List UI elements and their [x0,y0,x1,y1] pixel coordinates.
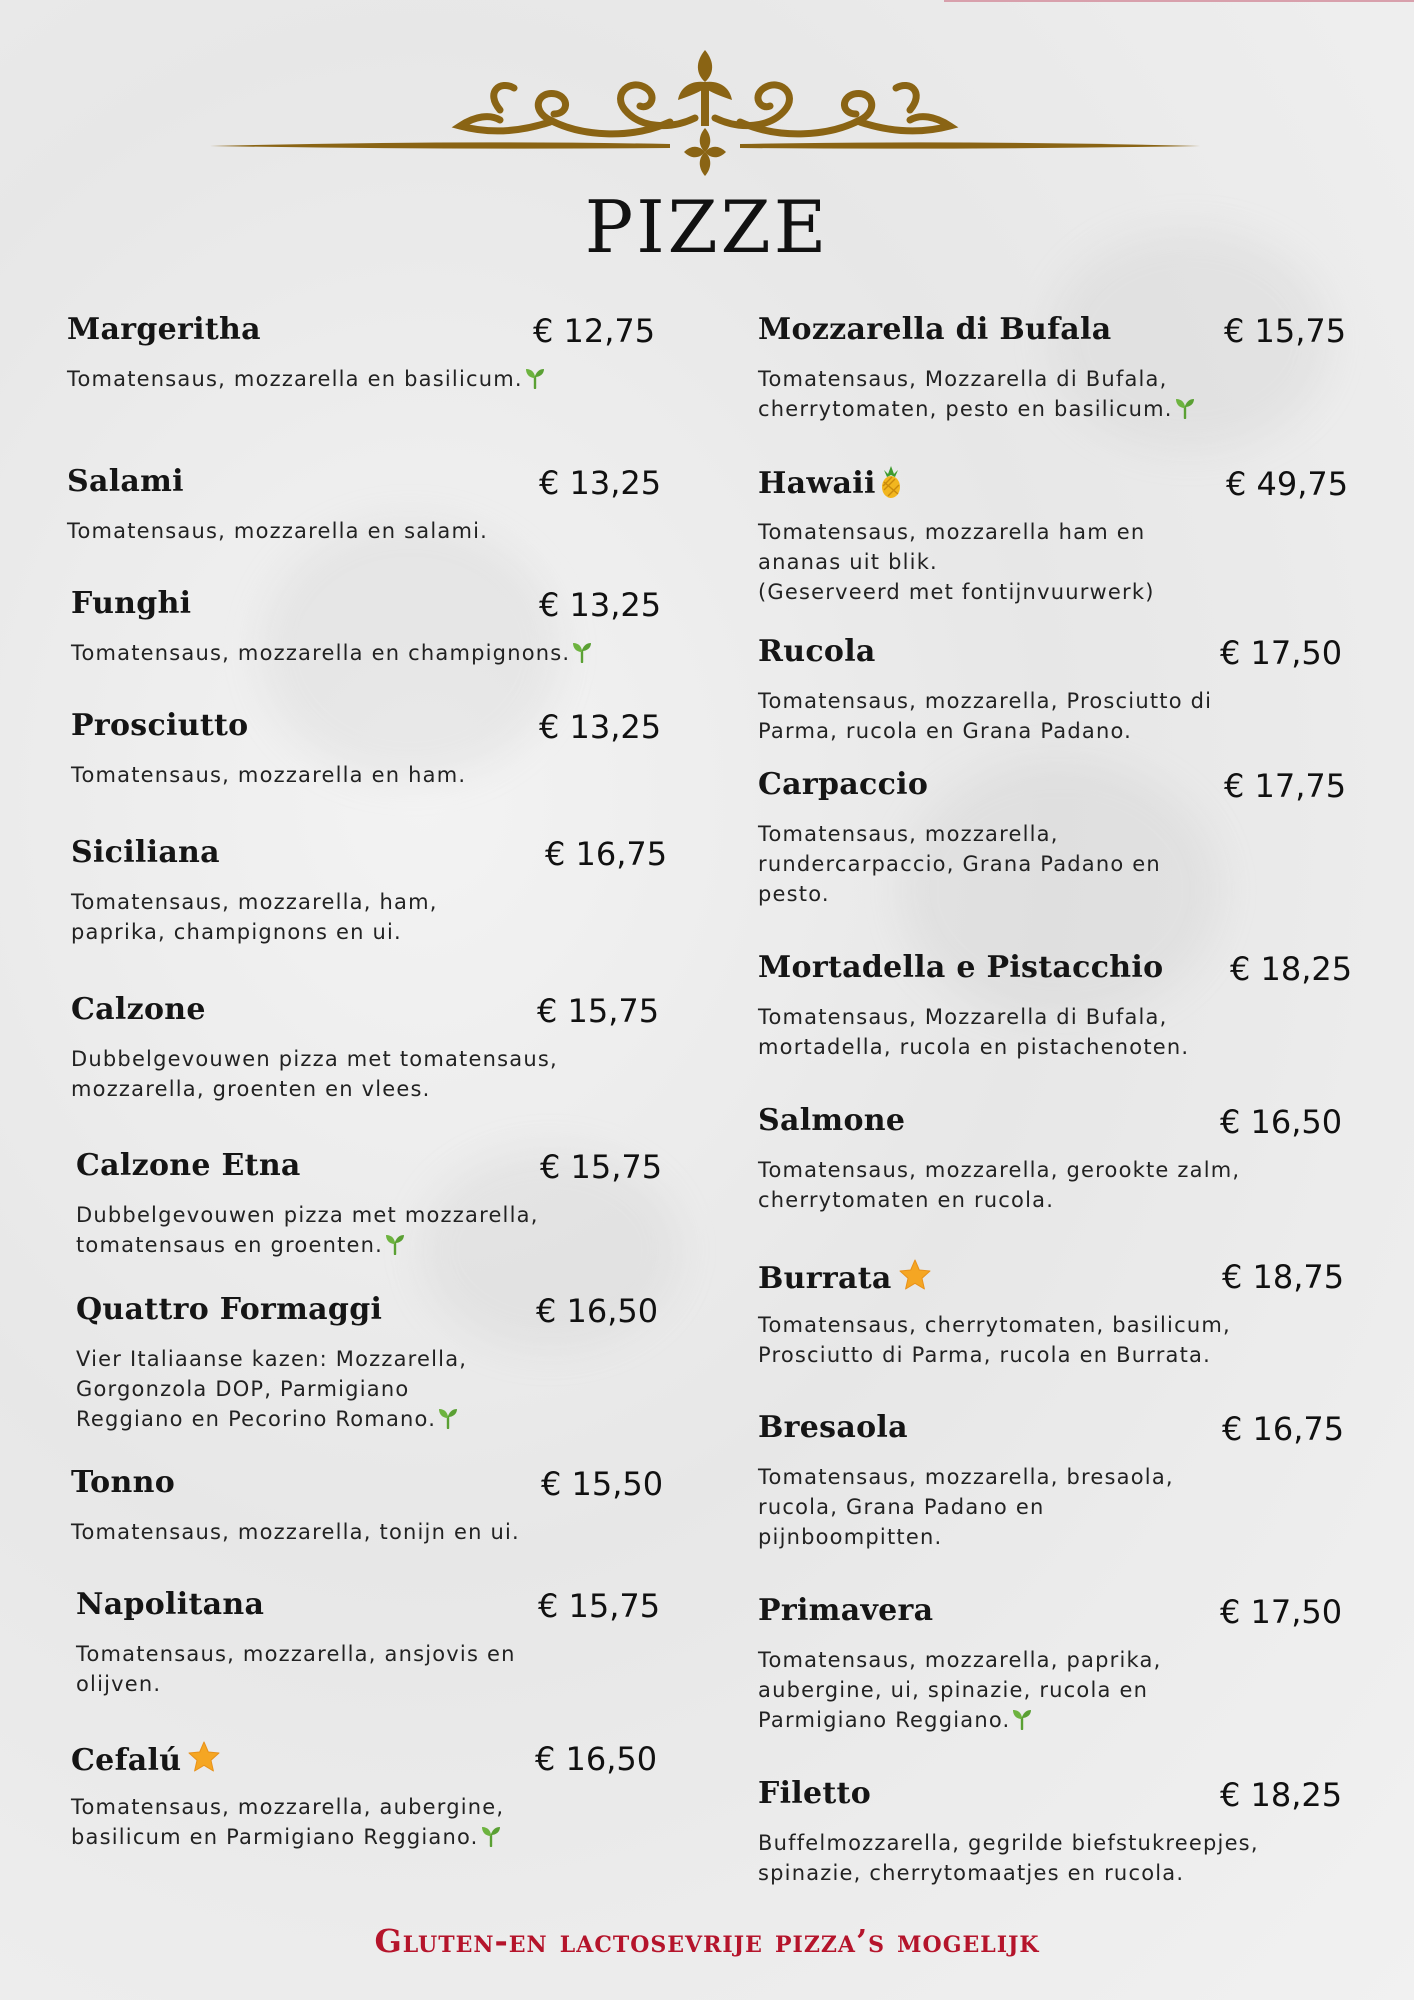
description-line [67,364,545,394]
description-text: pijnboompitten. [758,1525,943,1549]
description-line [71,1074,558,1104]
item-name-text: Salmone [758,1103,906,1138]
item-name [71,586,191,621]
description-text: rundercarpaccio, Grana Padano en [758,852,1161,876]
description-line [758,716,1212,746]
item-price: € 12,75 [533,312,656,350]
description-line [758,849,1161,879]
description-text: Tomatensaus, mozzarella, paprika, [758,1648,1162,1672]
description-text: rucola, Grana Padano en [758,1495,1045,1519]
item-price: € 18,25 [1230,950,1353,988]
item-name-text: Rucola [758,634,876,669]
item-name-text: Primavera [758,1593,934,1628]
description-line [76,1404,467,1434]
item-price: € 17,75 [1224,767,1347,805]
item-name-text: Siciliana [71,835,220,870]
item-name [758,634,876,669]
item-name-text: Mortadella e Pistacchio [758,950,1164,985]
item-name [67,464,184,499]
item-name [758,950,1163,985]
description-text: Vier Italiaanse kazen: Mozzarella, [76,1347,468,1371]
item-name [71,708,248,743]
item-name [758,312,1111,347]
item-price: € 16,50 [536,1292,659,1330]
item-name-text: Cefalú [71,1743,182,1778]
item-name-text: Funghi [71,586,192,621]
item-name [758,767,928,802]
description-line [76,1344,467,1374]
description-line [758,577,1155,607]
item-description [76,1200,539,1260]
description-line [71,1044,558,1074]
description-text: basilicum en Parmigiano Reggiano. [71,1825,479,1849]
description-line [758,819,1161,849]
sprout-icon [1175,397,1195,419]
description-line [71,760,466,790]
item-price: € 16,50 [535,1740,658,1778]
description-text: paprika, champignons en ui. [71,920,402,944]
description-line [758,364,1195,394]
item-name [758,1410,908,1445]
description-text: Tomatensaus, mozzarella, aubergine, [71,1795,505,1819]
item-price: € 16,50 [1220,1103,1343,1141]
item-description [71,1044,558,1104]
description-text: Tomatensaus, mozzarella, gerookte zalm, [758,1158,1241,1182]
description-line [67,516,488,546]
description-line [758,1310,1231,1340]
description-text: mozzarella, groenten en vlees. [71,1077,431,1101]
sprout-icon [525,367,545,389]
sprout-icon [1012,1708,1032,1730]
description-line [758,394,1195,424]
item-name [758,1593,933,1628]
description-line [71,1792,504,1822]
description-text: Parmigiano Reggiano. [758,1708,1011,1732]
item-description [71,887,438,947]
description-text: Tomatensaus, mozzarella, ham, [71,890,438,914]
item-price: € 15,75 [538,1587,661,1625]
item-price: € 18,75 [1222,1258,1345,1296]
item-name [71,1740,221,1778]
description-text: (Geserveerd met fontijnvuurwerk) [758,580,1155,604]
description-line [71,1517,520,1547]
item-name-text: Margeritha [67,312,261,347]
item-name-text: Filetto [758,1776,872,1811]
description-line [758,1002,1189,1032]
item-price: € 17,50 [1220,634,1343,672]
description-text: ananas uit blik. [758,550,938,574]
item-name [71,835,220,870]
description-text: Parma, rucola en Grana Padano. [758,719,1133,743]
item-name-text: Burrata [758,1261,892,1296]
sprout-icon [438,1407,458,1429]
description-line [758,1155,1240,1185]
item-name [76,1148,301,1183]
item-name [758,1258,932,1296]
item-price: € 15,75 [540,1148,663,1186]
item-name-text: Salami [67,464,184,499]
item-name [758,465,904,501]
description-text: spinazie, cherrytomaatjes en rucola. [758,1861,1185,1885]
item-description [758,517,1155,607]
description-text: Reggiano en Pecorino Romano. [76,1407,437,1431]
description-text: Tomatensaus, mozzarella, Prosciutto di [758,689,1213,713]
gluten-lactose-free-note: Gluten-en lactosevrije pizza’s mogelijk [374,1922,1040,1960]
item-name-text: Quattro Formaggi [76,1292,383,1327]
item-price: € 13,25 [539,464,662,502]
item-description [76,1639,516,1699]
description-text: Tomatensaus, mozzarella, bresaola, [758,1465,1174,1489]
description-line [76,1200,539,1230]
sprout-icon [385,1233,405,1255]
description-text: Tomatensaus, mozzarella en salami. [67,519,489,543]
description-text: Tomatensaus, mozzarella, [758,822,1059,846]
item-description [71,760,466,790]
item-description [758,686,1212,746]
description-line [76,1639,516,1669]
description-text: Tomatensaus, mozzarella, tonijn en ui. [71,1520,520,1544]
description-text: Buffelmozzarella, gegrilde biefstukreepjes, [758,1831,1259,1855]
description-text: Tomatensaus, mozzarella en ham. [71,763,467,787]
item-description [71,1792,504,1852]
item-name-text: Carpaccio [758,767,929,802]
description-text: Tomatensaus, mozzarella en basilicum. [67,367,523,391]
item-description [758,1155,1240,1215]
item-name [71,1465,175,1500]
item-price: € 15,75 [537,992,660,1030]
pineapple-icon [878,465,904,499]
item-name-text: Calzone [71,992,206,1027]
item-price: € 13,25 [539,708,662,746]
description-text: cherrytomaten en rucola. [758,1188,1055,1212]
item-name [71,992,206,1027]
description-line [758,547,1155,577]
item-description [758,1462,1174,1552]
menu-title: PIZZE [584,185,830,269]
item-description [758,364,1195,424]
item-description [758,1828,1259,1888]
description-text: Prosciutto di Parma, rucola en Burrata. [758,1343,1211,1367]
item-name [76,1292,382,1327]
sprout-icon [572,641,592,663]
description-line [76,1669,516,1699]
description-text: aubergine, ui, spinazie, rucola en [758,1678,1149,1702]
item-description [71,1517,520,1547]
item-name-text: Tonno [71,1465,176,1500]
description-text: Dubbelgevouwen pizza met tomatensaus, [71,1047,558,1071]
description-text: olijven. [76,1672,162,1696]
description-text: Tomatensaus, Mozzarella di Bufala, [758,1005,1168,1029]
description-text: Tomatensaus, cherrytomaten, basilicum, [758,1313,1231,1337]
description-line [758,1032,1189,1062]
description-line [758,1858,1259,1888]
item-price: € 15,75 [1224,312,1347,350]
description-text: Dubbelgevouwen pizza met mozzarella, [76,1203,539,1227]
sprout-icon [481,1825,501,1847]
item-price: € 17,50 [1220,1593,1343,1631]
description-line [758,1675,1161,1705]
item-price: € 49,75 [1226,465,1349,503]
description-line [71,638,592,668]
description-line [71,1822,504,1852]
item-description [67,516,488,546]
item-name-text: Hawaii [758,466,876,501]
description-line [758,1340,1231,1370]
description-text: Tomatensaus, mozzarella en champignons. [71,641,571,665]
top-edge-line [944,0,1414,2]
item-price: € 13,25 [539,586,662,624]
description-text: Tomatensaus, mozzarella ham en [758,520,1146,544]
description-text: Tomatensaus, mozzarella, ansjovis en [76,1642,516,1666]
item-description [67,364,545,394]
description-line [71,917,438,947]
item-price: € 16,75 [1222,1410,1345,1448]
item-description [758,1645,1161,1735]
description-line [758,1462,1174,1492]
description-text: tomatensaus en groenten. [76,1233,384,1257]
item-price: € 18,25 [1220,1776,1343,1814]
star-icon [898,1258,932,1292]
item-name [758,1103,905,1138]
description-line [758,686,1212,716]
description-line [758,1185,1240,1215]
item-name [76,1587,264,1622]
description-line [758,517,1155,547]
item-description [758,819,1161,909]
item-price: € 15,50 [541,1465,664,1503]
description-line [71,887,438,917]
description-line [758,1645,1161,1675]
star-icon [187,1740,221,1774]
description-text: pesto. [758,882,830,906]
ornament-divider [200,40,1210,180]
item-name-text: Bresaola [758,1410,908,1445]
description-text: cherrytomaten, pesto en basilicum. [758,397,1173,421]
item-name-text: Napolitana [76,1587,265,1622]
description-text: mortadella, rucola en pistachenoten. [758,1035,1190,1059]
description-line [758,1492,1174,1522]
description-line [758,1828,1259,1858]
item-name-text: Calzone Etna [76,1148,301,1183]
item-name-text: Prosciutto [71,708,249,743]
item-description [76,1344,467,1434]
description-line [758,1522,1174,1552]
description-text: Tomatensaus, Mozzarella di Bufala, [758,367,1168,391]
item-description [758,1310,1231,1370]
item-name [758,1776,871,1811]
item-price: € 16,75 [545,835,668,873]
item-name [67,312,261,347]
item-name-text: Mozzarella di Bufala [758,312,1112,347]
description-line [76,1230,539,1260]
description-text: Gorgonzola DOP, Parmigiano [76,1377,410,1401]
item-description [71,638,592,668]
item-description [758,1002,1189,1062]
description-line [76,1374,467,1404]
description-line [758,1705,1161,1735]
description-line [758,879,1161,909]
